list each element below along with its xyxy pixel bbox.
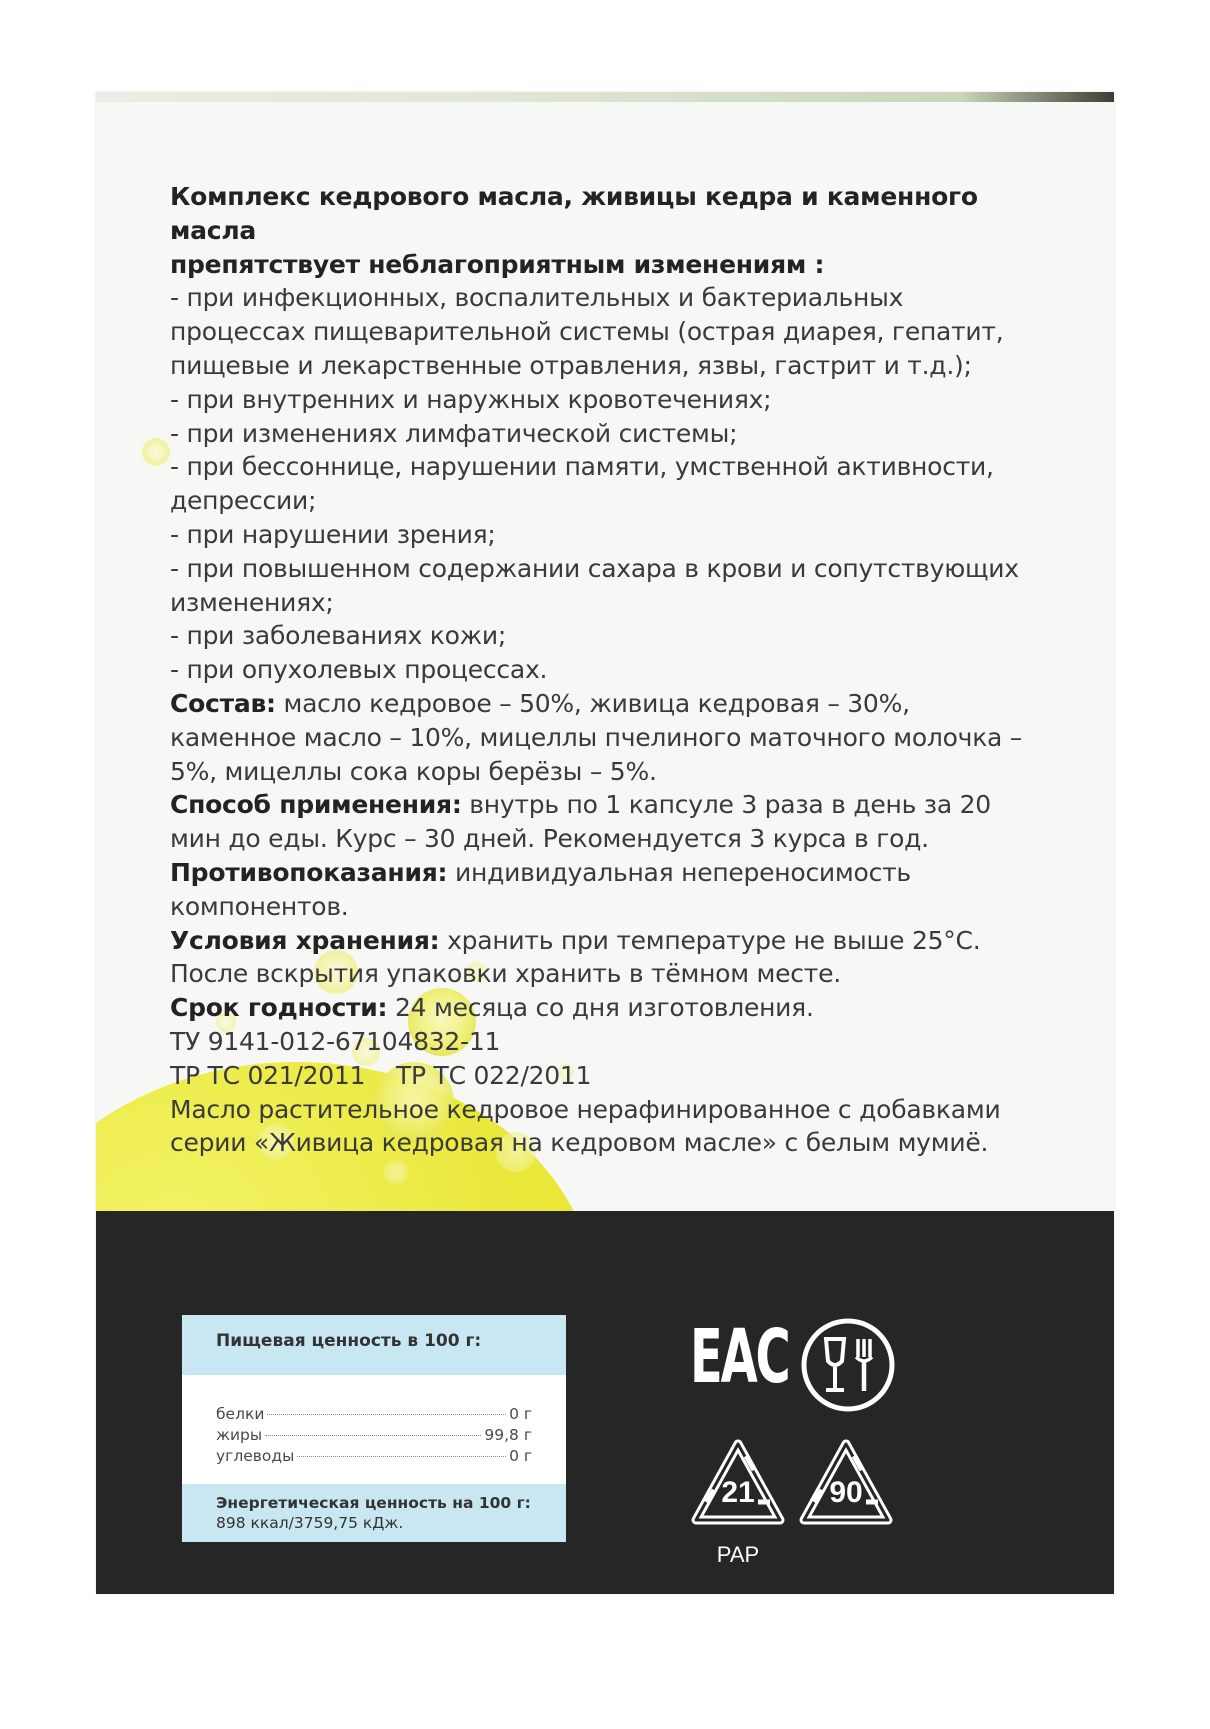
recycle-number: 21 — [721, 1476, 755, 1509]
product-description: Масло растительное кедровое нерафинированное с добавками серии «Живица кедровая на кедровом масле» с белым мумиё. — [170, 1094, 1001, 1158]
storage-text: хранить при температуре не выше 25°С. После вскрытия упаковки хранить в тёмном месте. — [170, 925, 981, 989]
shelf-life-section — [170, 991, 1042, 1025]
tr-ts-codes: ТР ТС 021/2011 ТР ТС 022/2011 — [170, 1060, 592, 1090]
contraindications-text: индивидуальная непереносимость компонентов. — [170, 857, 911, 921]
indication-item: - при опухолевых процессах. — [170, 655, 548, 685]
recycle-number: 90 — [829, 1476, 863, 1509]
nutrition-title: Пищевая ценность в 100 г: — [182, 1315, 566, 1375]
intro-line-1: Комплекс кедрового масла, живицы кедра и каменного масла — [170, 182, 978, 245]
shelf-life-text: 24 месяца со дня изготовления. — [387, 993, 814, 1023]
energy-value: 898 ккал/3759,75 кДж. — [216, 1514, 404, 1532]
contraindications-label: Противопоказания: — [170, 857, 448, 887]
nutrition-row — [216, 1426, 532, 1447]
composition-section — [170, 687, 1042, 788]
nutrition-row-value: 99,8 г — [484, 1426, 532, 1444]
leader-dots — [265, 1435, 481, 1436]
indication-item: - при инфекционных, воспалительных и бактериальных процессах пищеварительной системы (острая диарея, гепатит, пищевые и лекарственные отравления, язвы, гастрит и т.д.); — [170, 283, 1004, 380]
usage-label: Способ применения: — [170, 790, 462, 820]
nutrition-row-label: углеводы — [216, 1447, 295, 1465]
indication-item: - при повышенном содержании сахара в крови и сопутствующих изменениях; — [170, 553, 1019, 617]
nutrition-row-value: 0 г — [509, 1447, 532, 1465]
composition-text: масло кедровое – 50%, живица кедровая – 30%, каменное масло – 10%, мицеллы пчелиного маточного молочка – 5%, мицеллы сока коры берёзы – 5%. — [170, 688, 1023, 786]
main-text — [170, 180, 1042, 1160]
contraindications-section — [170, 856, 1042, 924]
food-contact-icon — [800, 1317, 896, 1413]
tu-code: ТУ 9141-012-67104832-11 — [170, 1026, 501, 1056]
energy-title: Энергетическая ценность на 100 г: — [216, 1494, 531, 1512]
nutrition-row-label: жиры — [216, 1426, 263, 1444]
leader-dots — [297, 1456, 506, 1457]
nutrition-row-value: 0 г — [509, 1405, 532, 1423]
indication-item: - при бессоннице, нарушении памяти, умственной активности, депрессии; — [170, 452, 994, 516]
leader-dots — [267, 1414, 506, 1415]
storage-label: Условия хранения: — [170, 925, 440, 955]
nutrition-rows — [182, 1375, 566, 1468]
shelf-life-label: Срок годности: — [170, 993, 388, 1023]
nutrition-row — [216, 1405, 532, 1426]
energy-value-block — [182, 1484, 566, 1542]
intro-line-2: препятствует неблагоприятным изменениям : — [170, 249, 825, 279]
nutrition-table — [182, 1315, 566, 1542]
usage-text: внутрь по 1 капсуле 3 раза в день за 20 мин до еды. Курс – 30 дней. Рекомендуется 3 курса в год. — [170, 790, 991, 854]
eac-mark-icon: EAC — [690, 1314, 789, 1400]
indication-item: - при нарушении зрения; — [170, 519, 496, 549]
storage-section — [170, 924, 1042, 992]
nutrition-row — [216, 1447, 532, 1468]
recycle-symbol-icon — [796, 1436, 896, 1536]
indication-item: - при внутренних и наружных кровотечениях; — [170, 384, 772, 414]
usage-section — [170, 788, 1042, 856]
nutrition-row-label: белки — [216, 1405, 265, 1423]
recycle-label: PAP — [716, 1542, 760, 1567]
indication-item: - при изменениях лимфатической системы; — [170, 418, 738, 448]
composition-label: Состав: — [170, 688, 276, 718]
indication-item: - при заболеваниях кожи; — [170, 621, 507, 651]
recycle-symbol-icon — [688, 1436, 788, 1536]
